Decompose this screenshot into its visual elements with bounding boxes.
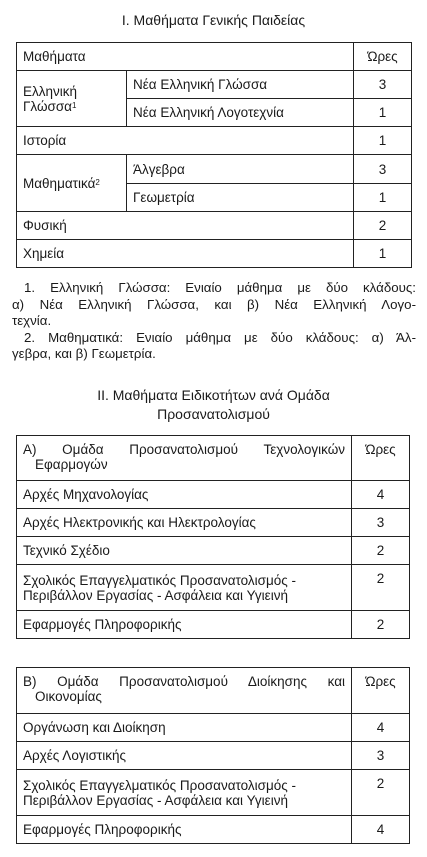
hours-cell: 3 xyxy=(352,509,410,537)
hours-cell: 2 xyxy=(352,770,410,816)
group-b-header-line1: Β) Ομάδα Προσανατολισμού Διοίκησης και xyxy=(23,674,345,689)
subject-cell xyxy=(17,565,352,611)
subject-cell xyxy=(17,770,352,816)
group-b-table xyxy=(16,667,410,844)
table-header-row xyxy=(17,436,410,481)
greek-language-label xyxy=(17,71,127,127)
hours-cell: 4 xyxy=(352,714,410,742)
table-row xyxy=(17,481,410,509)
table-row xyxy=(17,742,410,770)
subject-cell: Χημεία xyxy=(17,240,354,268)
table-row xyxy=(17,565,410,611)
table-row xyxy=(17,611,410,639)
hours-cell: 3 xyxy=(354,71,412,99)
hours-cell: 2 xyxy=(352,565,410,611)
table-row xyxy=(17,212,412,240)
group-a-header-line1: Α) Ομάδα Προσανατολισμού Τεχνολογικών xyxy=(23,442,345,457)
hours-cell: 1 xyxy=(354,127,412,155)
footnote-marker: 2 xyxy=(95,177,100,187)
hours-cell: 1 xyxy=(354,240,412,268)
header-subject: Μαθήματα xyxy=(17,43,354,71)
header-hours: Ώρες xyxy=(352,668,410,714)
table-header-row xyxy=(17,43,412,71)
hours-cell: 2 xyxy=(352,611,410,639)
general-education-table xyxy=(16,42,412,268)
table-header-row xyxy=(17,668,410,714)
greek-label-line2: Γλώσσα xyxy=(23,98,72,114)
group-b-header xyxy=(17,668,352,714)
group-a-table xyxy=(16,435,410,639)
hours-cell: 2 xyxy=(352,537,410,565)
group-a-header xyxy=(17,436,352,481)
subject-line: Περιβάλλον Εργασίας - Ασφάλεια και Υγιεινή xyxy=(23,587,288,603)
footnote-1-line: α) Νέα Ελληνική Γλώσσα, και β) Νέα Ελληνική Λογο- xyxy=(12,296,416,312)
subject-cell: Νέα Ελληνική Λογοτεχνία xyxy=(127,99,354,127)
table-row xyxy=(17,770,410,816)
subject-cell: Εφαρμογές Πληροφορικής xyxy=(17,611,352,639)
subject-cell: Φυσική xyxy=(17,212,354,240)
footnote-2-line: γεβρα, και β) Γεωμετρία. xyxy=(12,346,156,361)
subject-cell: Εφαρμογές Πληροφορικής xyxy=(17,816,352,844)
footnote-2-line: 2. Μαθηματικά: Ενιαίο μάθημα με δύο κλάδους: α) Άλ- xyxy=(24,329,416,345)
subject-cell: Γεωμετρία xyxy=(127,184,354,212)
hours-cell: 1 xyxy=(354,184,412,212)
subject-cell: Νέα Ελληνική Γλώσσα xyxy=(127,71,354,99)
group-a-header-line2: Εφαρμογών xyxy=(35,457,108,472)
footnotes xyxy=(12,280,416,363)
footnote-1-line: τεχνία. xyxy=(12,313,52,328)
math-label xyxy=(17,155,127,212)
subject-cell: Τεχνικό Σχέδιο xyxy=(17,537,352,565)
hours-cell: 4 xyxy=(352,816,410,844)
subject-cell: Άλγεβρα xyxy=(127,155,354,184)
table-row xyxy=(17,71,412,99)
subject-cell: Αρχές Λογιστικής xyxy=(17,742,352,770)
table-row xyxy=(17,816,410,844)
subject-cell: Αρχές Μηχανολογίας xyxy=(17,481,352,509)
hours-cell: 1 xyxy=(354,99,412,127)
footnote-marker: 1 xyxy=(72,100,77,110)
header-hours: Ώρες xyxy=(352,436,410,481)
math-label-text: Μαθηματικά xyxy=(23,175,96,191)
subject-line: Περιβάλλον Εργασίας - Ασφάλεια και Υγιεινή xyxy=(23,792,288,808)
specialty-title-line2: Προσανατολισμού xyxy=(157,406,270,422)
header-hours: Ώρες xyxy=(354,43,412,71)
table-row xyxy=(17,127,412,155)
hours-cell: 3 xyxy=(352,742,410,770)
subject-cell: Ιστορία xyxy=(17,127,354,155)
subject-cell: Αρχές Ηλεκτρονικής και Ηλεκτρολογίας xyxy=(17,509,352,537)
greek-label-line1: Ελληνική xyxy=(23,83,78,99)
table-row xyxy=(17,240,412,268)
hours-cell: 4 xyxy=(352,481,410,509)
table-row xyxy=(17,155,412,184)
subject-line: Σχολικός Επαγγελματικός Προσανατολισμός - xyxy=(23,572,297,588)
general-education-title: Ι. Μαθήματα Γενικής Παιδείας xyxy=(121,12,306,28)
table-row xyxy=(17,714,410,742)
subject-line: Σχολικός Επαγγελματικός Προσανατολισμός - xyxy=(23,777,297,793)
specialty-title-line1: ΙΙ. Μαθήματα Ειδικοτήτων ανά Ομάδα xyxy=(97,387,330,403)
hours-cell: 3 xyxy=(354,155,412,184)
specialty-title xyxy=(0,386,427,424)
table-row xyxy=(17,509,410,537)
group-b-header-line2: Οικονομίας xyxy=(35,689,102,704)
hours-cell: 2 xyxy=(354,212,412,240)
footnote-1-line: 1. Ελληνική Γλώσσα: Ενιαίο μάθημα με δύο κλάδους: xyxy=(24,280,416,295)
table-row xyxy=(17,537,410,565)
subject-cell: Οργάνωση και Διοίκηση xyxy=(17,714,352,742)
